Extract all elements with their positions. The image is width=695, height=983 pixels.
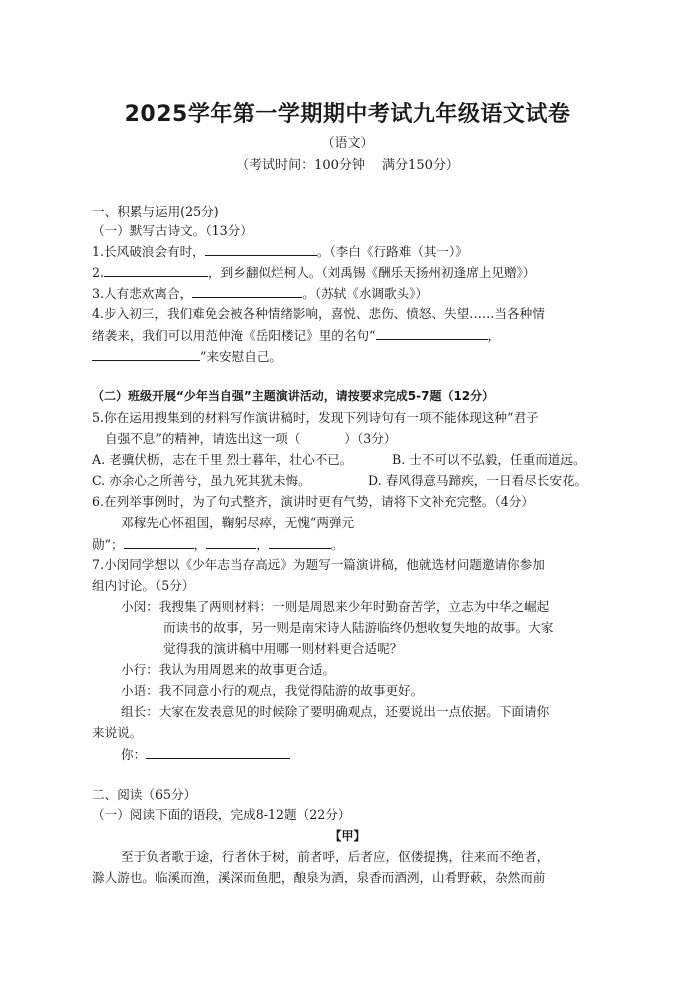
q5-option-b: B. 士不可以不弘毅，任重而道远。: [392, 452, 586, 467]
q3-text-post: 。（苏轼《水调歌头》）: [302, 286, 429, 301]
q5-text-pre: 自强不息”的精神，请选出这一项（: [105, 431, 301, 446]
q6-answer-blank-2[interactable]: [206, 535, 256, 549]
q4-answer-blank-1[interactable]: [376, 326, 488, 340]
dialogue-xiaomin-line3: 觉得我的演讲稿中用哪一则材料更合适呢？: [163, 641, 403, 656]
part2-heading: （二）班级开展“少年当自强”主题演讲活动，请按要求完成5-7题（12分）: [92, 389, 495, 403]
page-title: 2025学年第一学期期中考试九年级语文试卷: [124, 102, 571, 127]
you-label: 你：: [121, 747, 147, 762]
dialogue-leader-line1: 组长：大家在发表意见的时候除了要明确观点，还要说出一点依据。下面请你: [121, 704, 550, 719]
q4-text-post: ”来安慰自己。: [200, 349, 283, 364]
q4-comma: ，: [487, 328, 501, 343]
dialogue-xiaomin-line2: 而读书的故事，另一则是南宋诗人陆游临终仍想收复失地的故事。大家: [163, 620, 554, 635]
section1-heading: 一、积累与运用(25分): [92, 204, 219, 219]
q5-option-c: C. 亦余心之所善兮，虽九死其犹未悔。: [92, 473, 311, 488]
q2-text-post: ，到乡翻似烂柯人。（刘禹锡《酬乐天扬州初逢席上见赠》）: [208, 265, 536, 280]
exam-info: （考试时间：100分钟 满分150分）: [236, 158, 459, 173]
q6-text-b: ，: [193, 537, 207, 552]
dialogue-xiaoyu: 小语：我不同意小行的观点，我觉得陆游的故事更好。: [121, 683, 424, 698]
q7-answer-blank[interactable]: [146, 745, 290, 759]
q1-text-post: 。（李白《行路难（其一）》: [316, 244, 468, 259]
question-5-line1: 5.你在运用搜集到的材料写作演讲稿时，发现下列诗句有一项不能体现这种“君子: [92, 410, 539, 425]
dialogue-leader-line2: 来说说。: [92, 725, 143, 740]
q2-text-pre: 2.: [92, 265, 105, 280]
q6-answer-blank-3[interactable]: [269, 535, 331, 549]
question-1: [92, 242, 468, 261]
q4-text-pre: 绪袭来，我们可以用范仲淹《岳阳楼记》里的名句“: [92, 328, 376, 343]
part1-heading: （一）默写古诗文。（13分）: [92, 223, 253, 238]
dialogue-you: [121, 745, 290, 764]
q4-answer-blank-2[interactable]: [92, 347, 200, 361]
question-2: [92, 263, 535, 282]
question-7-line2: 组内讨论。（5分）: [92, 578, 195, 593]
passage-line2: 滁人游也。临溪而渔，溪深而鱼肥，酿泉为酒，泉香而酒洌，山肴野蔌，杂然而前: [92, 870, 546, 885]
q1-text-pre: 1.长风破浪会有时，: [92, 244, 205, 259]
q6-text-d: 。: [330, 537, 344, 552]
q3-answer-blank[interactable]: [192, 284, 302, 298]
subject-label: （语文）: [321, 136, 374, 151]
q3-text-pre: 3.人有悲欢离合，: [92, 286, 193, 301]
q5-text-post: ）（3分）: [344, 431, 397, 446]
question-3: [92, 284, 428, 303]
q5-option-d: D. 春风得意马蹄疾，一日看尽长安花。: [368, 473, 588, 488]
q6-answer-blank-1[interactable]: [124, 535, 194, 549]
q6-text-c: ，: [256, 537, 269, 552]
question-6-line3: [92, 535, 343, 554]
passage-label: 【甲】: [329, 829, 366, 843]
passage-line1: 至于负者歌于途，行者休于树，前者呼，后者应，伛偻提携，往来而不绝者，: [121, 849, 550, 864]
question-4-line2: [92, 326, 500, 345]
question-7-line1: 7.小闵同学想以《少年志当存高远》为题写一篇演讲稿，他就选材问题邀请你参加: [92, 557, 545, 572]
q2-answer-blank[interactable]: [104, 263, 208, 277]
q6-text-a: 勋”；: [92, 537, 124, 552]
dialogue-xiaoxing: 小行：我认为用周恩来的故事更合适。: [121, 662, 336, 677]
q1-answer-blank[interactable]: [205, 242, 317, 256]
question-4-line1: 4.步入初三，我们难免会被各种情绪影响，喜悦、悲伤、愤怒、失望……当各种情: [92, 306, 545, 321]
section2-part1-heading: （一）阅读下面的语段，完成8-12题（22分）: [92, 807, 351, 822]
question-4-line3: [92, 347, 282, 366]
section2-heading: 二、阅读（65分）: [92, 787, 197, 802]
q5-option-a: A. 老骥伏枥，志在千里 烈士暮年，壮心不已。: [92, 452, 353, 467]
dialogue-xiaomin-line1: 小闵：我搜集了两则材料：一则是周恩来少年时勤奋苦学，立志为中华之崛起: [121, 599, 550, 614]
question-6-line1: 6.在列举事例时，为了句式整齐，演讲时更有气势，请将下文补充完整。（4分）: [92, 494, 534, 509]
question-5-line2: [105, 430, 396, 448]
question-6-line2: 邓稼先心怀祖国，鞠躬尽瘁，无愧“两弹元: [121, 515, 355, 530]
